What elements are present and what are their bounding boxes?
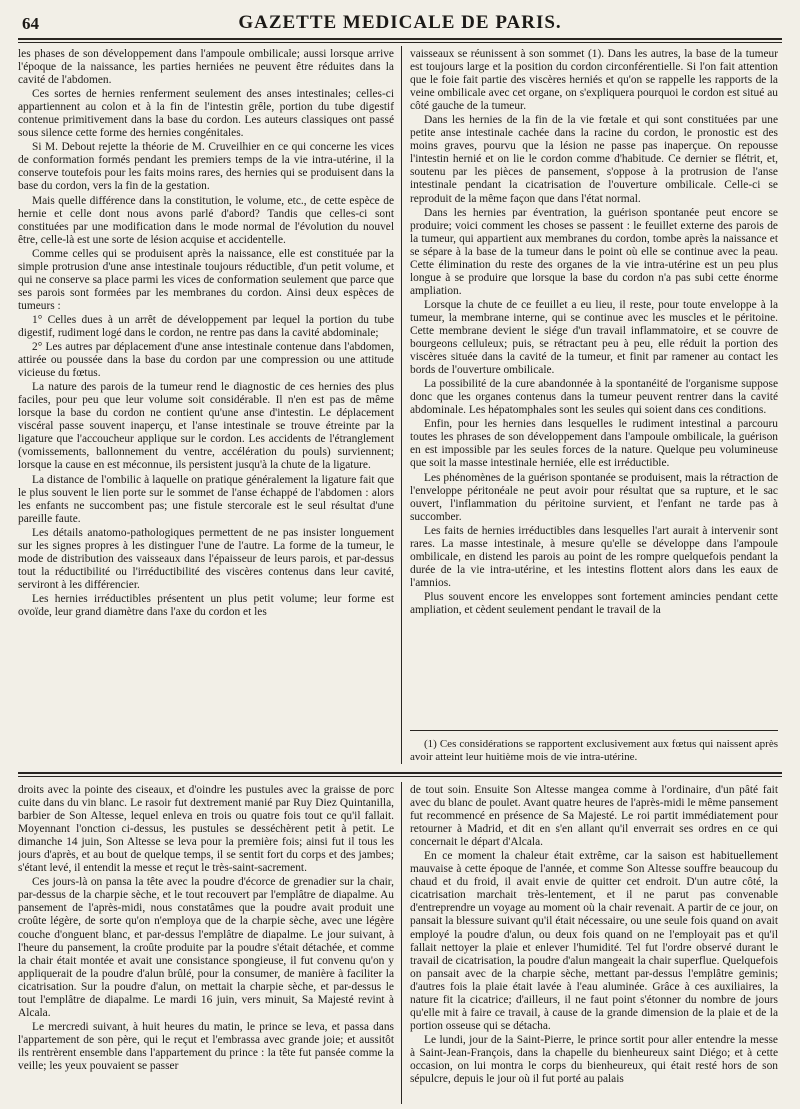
paragraph: Les phénomènes de la guérison spontanée se produisent, mais la rétraction de l'enveloppe péritonéale ne peut avoir pour résultat que sa rupture, et le sac ouvert, l'inflammation du péritoine survient, et l'enfant ne tarde pas à succomber. xyxy=(410,471,778,523)
paragraph: Enfin, pour les hernies dans lesquelles le rudiment intestinal a parcouru toutes les phrases de son développement dans l'ampoule ombilicale, la guérison en est impossible par les seules forces de la nature. Quelque peu volumineuse que soit la masse intestinale herniée, elle est irréductible. xyxy=(410,418,778,470)
paragraph: La possibilité de la cure abandonnée à la spontanéité de l'organisme suppose donc que les organes contenus dans la tumeur peuvent rentrer dans la cavité abdominale. Les hépatomphales sont les seules qui soient dans ces conditions. xyxy=(410,378,778,417)
paragraph: 1° Celles dues à un arrêt de développement par lequel la portion du tube digestif, rudiment logé dans le cordon, ne rentre pas dans la cavité abdominale; xyxy=(18,313,394,339)
paragraph: Le lundi, jour de la Saint-Pierre, le prince sortit pour aller entendre la messe à Saint-Jean-François, dans la chapelle du bienheureux saint Diégo; et à cette occasion, on lui montra le corps du bienheureux, qui était resté hors de son sépulcre, depuis le jour où il fut porté au palais xyxy=(410,1033,778,1086)
paragraph: Ces sortes de hernies renferment seulement des anses intestinales; celles-ci appartiennent au colon et à la fin de l'intestin grêle, portion du tube digestif contenue primitivement dans la base du cordon. Les auteurs classiques ont passé sous silence cette forme des hernies congénitales. xyxy=(18,88,394,140)
paragraph: Ces jours-là on pansa la tête avec la poudre d'écorce de grenadier sur la chair, par-dessus de la charpie sèche, et le tout recouvert par l'emplâtre de diapalme. Au pansement de l'après-midi, nous constatâmes que la poudre avait produit une croûte légère, de sorte qu'on n'employa que de la charpie sèche, avec une légère couche d'onguent blanc, et par-dessus l'emplâtre de diapalme. Le jour suivant, à l'heure du pansement, la croûte produite par la poudre s'était détachée, et comme la chair était montée et avait une consistance spongieuse, il fut convenu qu'on y appliquerait de la poudre d'alun brûlé, pour la consumer, de manière à faciliter la cicatrisation. Sur la poudre d'alun, on mettait la charpie sèche, et par-dessus le tout l'emplâtre de diapalme. Le mardi 16 juin, vers minuit, Sa Majesté revint à Alcala. xyxy=(18,876,394,1019)
column-divider-top xyxy=(401,46,402,764)
journal-title: GAZETTE MEDICALE DE PARIS. xyxy=(238,12,562,33)
page-header xyxy=(18,4,782,34)
paragraph: Comme celles qui se produisent après la naissance, elle est constituée par la simple protrusion d'une anse intestinale toujours réductible, d'un petit volume, et qui ne conserve sa place parmi les vices de conformation seulement que parce que ses parois sont formées par les membranes du cordon. Ainsi deux espèces de tumeurs : xyxy=(18,247,394,312)
paragraph: Les faits de hernies irréductibles dans lesquelles l'art aurait à intervenir sont rares. La masse intestinale, à mesure qu'elle se développe dans l'ampoule ombilicale, en distend les parois au point de les rompre quelquefois pendant la durée de la vie intra-utérine, et les intestins flottent alors dans les eaux de l'amnios. xyxy=(410,524,778,589)
paragraph: Mais quelle différence dans la constitution, le volume, etc., de cette espèce de hernie et celle dont nous avons parlé d'abord? Tandis que celles-ci sont constituées par une modification dans le mode normal de l'évolution du nouvel être, celle-là est une sorte de lésion acquise et accidentelle. xyxy=(18,194,394,246)
paragraph: 2° Les autres par déplacement d'une anse intestinale contenue dans l'abdomen, attirée ou poussée dans la base du cordon par une compression ou une attitude vicieuse du fœtus. xyxy=(18,341,394,380)
paragraph: de tout soin. Ensuite Son Altesse mangea comme à l'ordinaire, d'un pâté fait avec du blanc de poulet. Avant quatre heures de l'après-midi le même pansement fut recommencé en présence de Sa Majesté. Le roi partit immédiatement pour retourner à Madrid, et dit en s'en allant qu'il enverrait ses ordres en ce qui concernait le départ d'Alcala. xyxy=(410,784,778,849)
section-rule xyxy=(18,772,782,774)
paragraph: Dans les hernies par éventration, la guérison spontanée peut encore se produire; voici comment les choses se passent : le feuillet externe des parois de la tumeur, qui appartient aux membranes du cordon, tombe après la naissance et se sépare à la base de la tumeur dans le point où elle se continue avec la peau. Cette élimination du reste des organes de la vie intra-utérine est un peu plus longue à se produire que lorsque la base du cordon n'a pas subi cette énorme ampliation. xyxy=(410,206,778,297)
paragraph: vaisseaux se réunissent à son sommet (1). Dans les autres, la base de la tumeur est toujours large et la position du cordon circonférentielle. Si l'on fait attention que le foie fait partie des viscères herniés et qu'on se rappelle les rapports de la veine ombilicale avec cet organe, on s'expliquera pourquoi le cordon est situé au côté gauche de la tumeur. xyxy=(410,48,778,113)
paragraph: Dans les hernies de la fin de la vie fœtale et qui sont constituées par une petite anse intestinale cachée dans la racine du cordon, le pronostic est des moins graves, pourvu que la lésion ne passe pas inaperçue. On repousse l'intestin hernié et on lie le cordon comme d'habitude. Ce dernier se flétrit, et, soutenu par les pièces de pansement, s'oppose à la protrusion de l'anse intestinale pendant la cicatrisation de l'ouverture ombilicale. Celle-ci se reproduit de la même façon que dans l'état normal. xyxy=(410,114,778,205)
paragraph: Plus souvent encore les enveloppes sont fortement amincies pendant cette ampliation, et cèdent seulement pendant le travail de la xyxy=(410,590,778,616)
footnote-text: (1) Ces considérations se rapportent exclusivement aux fœtus qui naissent après avoir atteint leur huitième mois de vie intra-utérine. xyxy=(410,738,778,763)
section-rule-thin xyxy=(18,776,782,777)
bottom-right-column xyxy=(410,784,778,1104)
paragraph: En ce moment la chaleur était extrême, car la saison est habituellement mauvaise à cette époque de l'année, et comme Son Altesse souffre beaucoup du chaud et du froid, il avait envie de quitter cet endroit. D'un autre côté, la cicatrisation marchait très-lentement, et il ne parut pas convenable d'entreprendre un voyage au moment où la chair revenait. A partir de ce jour, on pansait la blessure suivant qu'il était nécessaire, ou une seule fois quand on avait employé la poudre d'alun, ou deux fois quand on ne l'employait pas et qu'il fallait nettoyer la plaie et enlever l'humidité. Tel fut l'ordre observé durant le travail de cicatrisation, la poudre d'alun mangeait la chair superflue. Quelquefois on pansait avec de la charpie sèche, mettant par-dessus l'emplâtre geminis; d'autres fois la plaie était lavée à l'eau aluminée. Grâce à ces auxiliaires, la nature fit la cicatrice; d'ailleurs, il ne faut point s'étonner du nombre de jours qu'elle mit à faire ce travail, à cause de la grande dimension de la plaie et de la portion osseuse qui se détacha. xyxy=(410,850,778,1032)
paragraph: Si M. Debout rejette la théorie de M. Cruveilhier en ce qui concerne les vices de conformation formés pendant les premiers temps de la vie intra-utérine, il la conserve toutefois pour les faits moins rares, des hernies qui se produisent dans la base du cordon, vers la fin de la gestation. xyxy=(18,141,394,193)
column-divider-bottom xyxy=(401,782,402,1104)
paragraph: droits avec la pointe des ciseaux, et d'oindre les pustules avec la graisse de porc cuite dans du vin blanc. Le rasoir fut dextrement manié par Ruy Diez Quintanilla, barbier de Son Altesse, lequel enleva en trois ou quatre fois tout ce qu'il fallait. Moyennant l'onction ci-dessus, les pustules se desséchèrent petit à petit. Le dimanche 14 juin, Son Altesse se leva pour la première fois; ainsi fut il tous les jours d'après, et au bout de quelque temps, il se sentit fort du corps et des jambes; s'étant levé, il entendit la messe et reçut le très-saint-sacrement. xyxy=(18,784,394,875)
footnote-rule xyxy=(410,730,778,731)
paragraph: Lorsque la chute de ce feuillet a eu lieu, il reste, pour toute enveloppe à la tumeur, la membrane interne, qui se continue avec les muscles et le péritoine. Cette membrane devient le siége d'un travail inflammatoire, et se couvre de bourgeons celluleux; puis, se rétractant peu à peu, elle réduit la portion des viscères située dans la cavité de la tumeur, et finit par ramener au contact les bords de l'ouverture ombilicale. xyxy=(410,298,778,377)
paragraph: les phases de son développement dans l'ampoule ombilicale; aussi lorsque arrive l'époque de la naissance, les parties herniées ne peuvent être réduites dans la cavité de l'abdomen. xyxy=(18,48,394,87)
header-rule xyxy=(18,38,782,40)
paragraph: Les hernies irréductibles présentent un plus petit volume; leur forme est ovoïde, leur grand diamètre dans l'axe du cordon et les xyxy=(18,592,394,618)
paragraph: La nature des parois de la tumeur rend le diagnostic de ces hernies des plus faciles, pour peu que leur volume soit considérable. Il n'en est pas de même lorsque la base du cordon ne contient qu'une anse d'intestin. Le déplacement viscéral passe souvent inaperçu, et l'anse intestinale se trouve étreinte par la ligature que l'accoucheur applique sur le cordon. Les accidents de l'étranglement (vomissements, ballonnement du ventre, accélération du pouls) surviennent; lorsque la cause en est méconnue, ils persistent jusqu'à la chute de la ligature. xyxy=(18,381,394,472)
page-number: 64 xyxy=(22,14,39,33)
header-rule-thin xyxy=(18,42,782,43)
footnote xyxy=(410,738,778,764)
top-right-column xyxy=(410,48,778,726)
top-left-column xyxy=(18,48,394,762)
paragraph: Le mercredi suivant, à huit heures du matin, le prince se leva, et passa dans l'appartement de son père, qui le reçut et l'embrassa avec grande joie; et aussitôt ils rentrèrent ensemble dans l'appartement du prince : la tête fut pansée comme la veille; les yeux pouvaient se passer xyxy=(18,1020,394,1072)
bottom-left-column xyxy=(18,784,394,1104)
paragraph: Les détails anatomo-pathologiques permettent de ne pas insister longuement sur les signes propres à les distinguer l'une de l'autre. La forme de la tumeur, le mode de distribution des vaisseaux dans l'épaisseur de leurs parois, et par-dessus tout la réductibilité ou l'irréductibilité des viscères contenus dans leur cavité, serviront à les différencier. xyxy=(18,526,394,591)
paragraph: La distance de l'ombilic à laquelle on pratique généralement la ligature fait que le plus souvent le lien porte sur le sommet de l'anse échappé de l'abdomen : alors les enfants ne succombent pas; une fistule stercorale est le seul résultat d'une pareille faute. xyxy=(18,473,394,525)
